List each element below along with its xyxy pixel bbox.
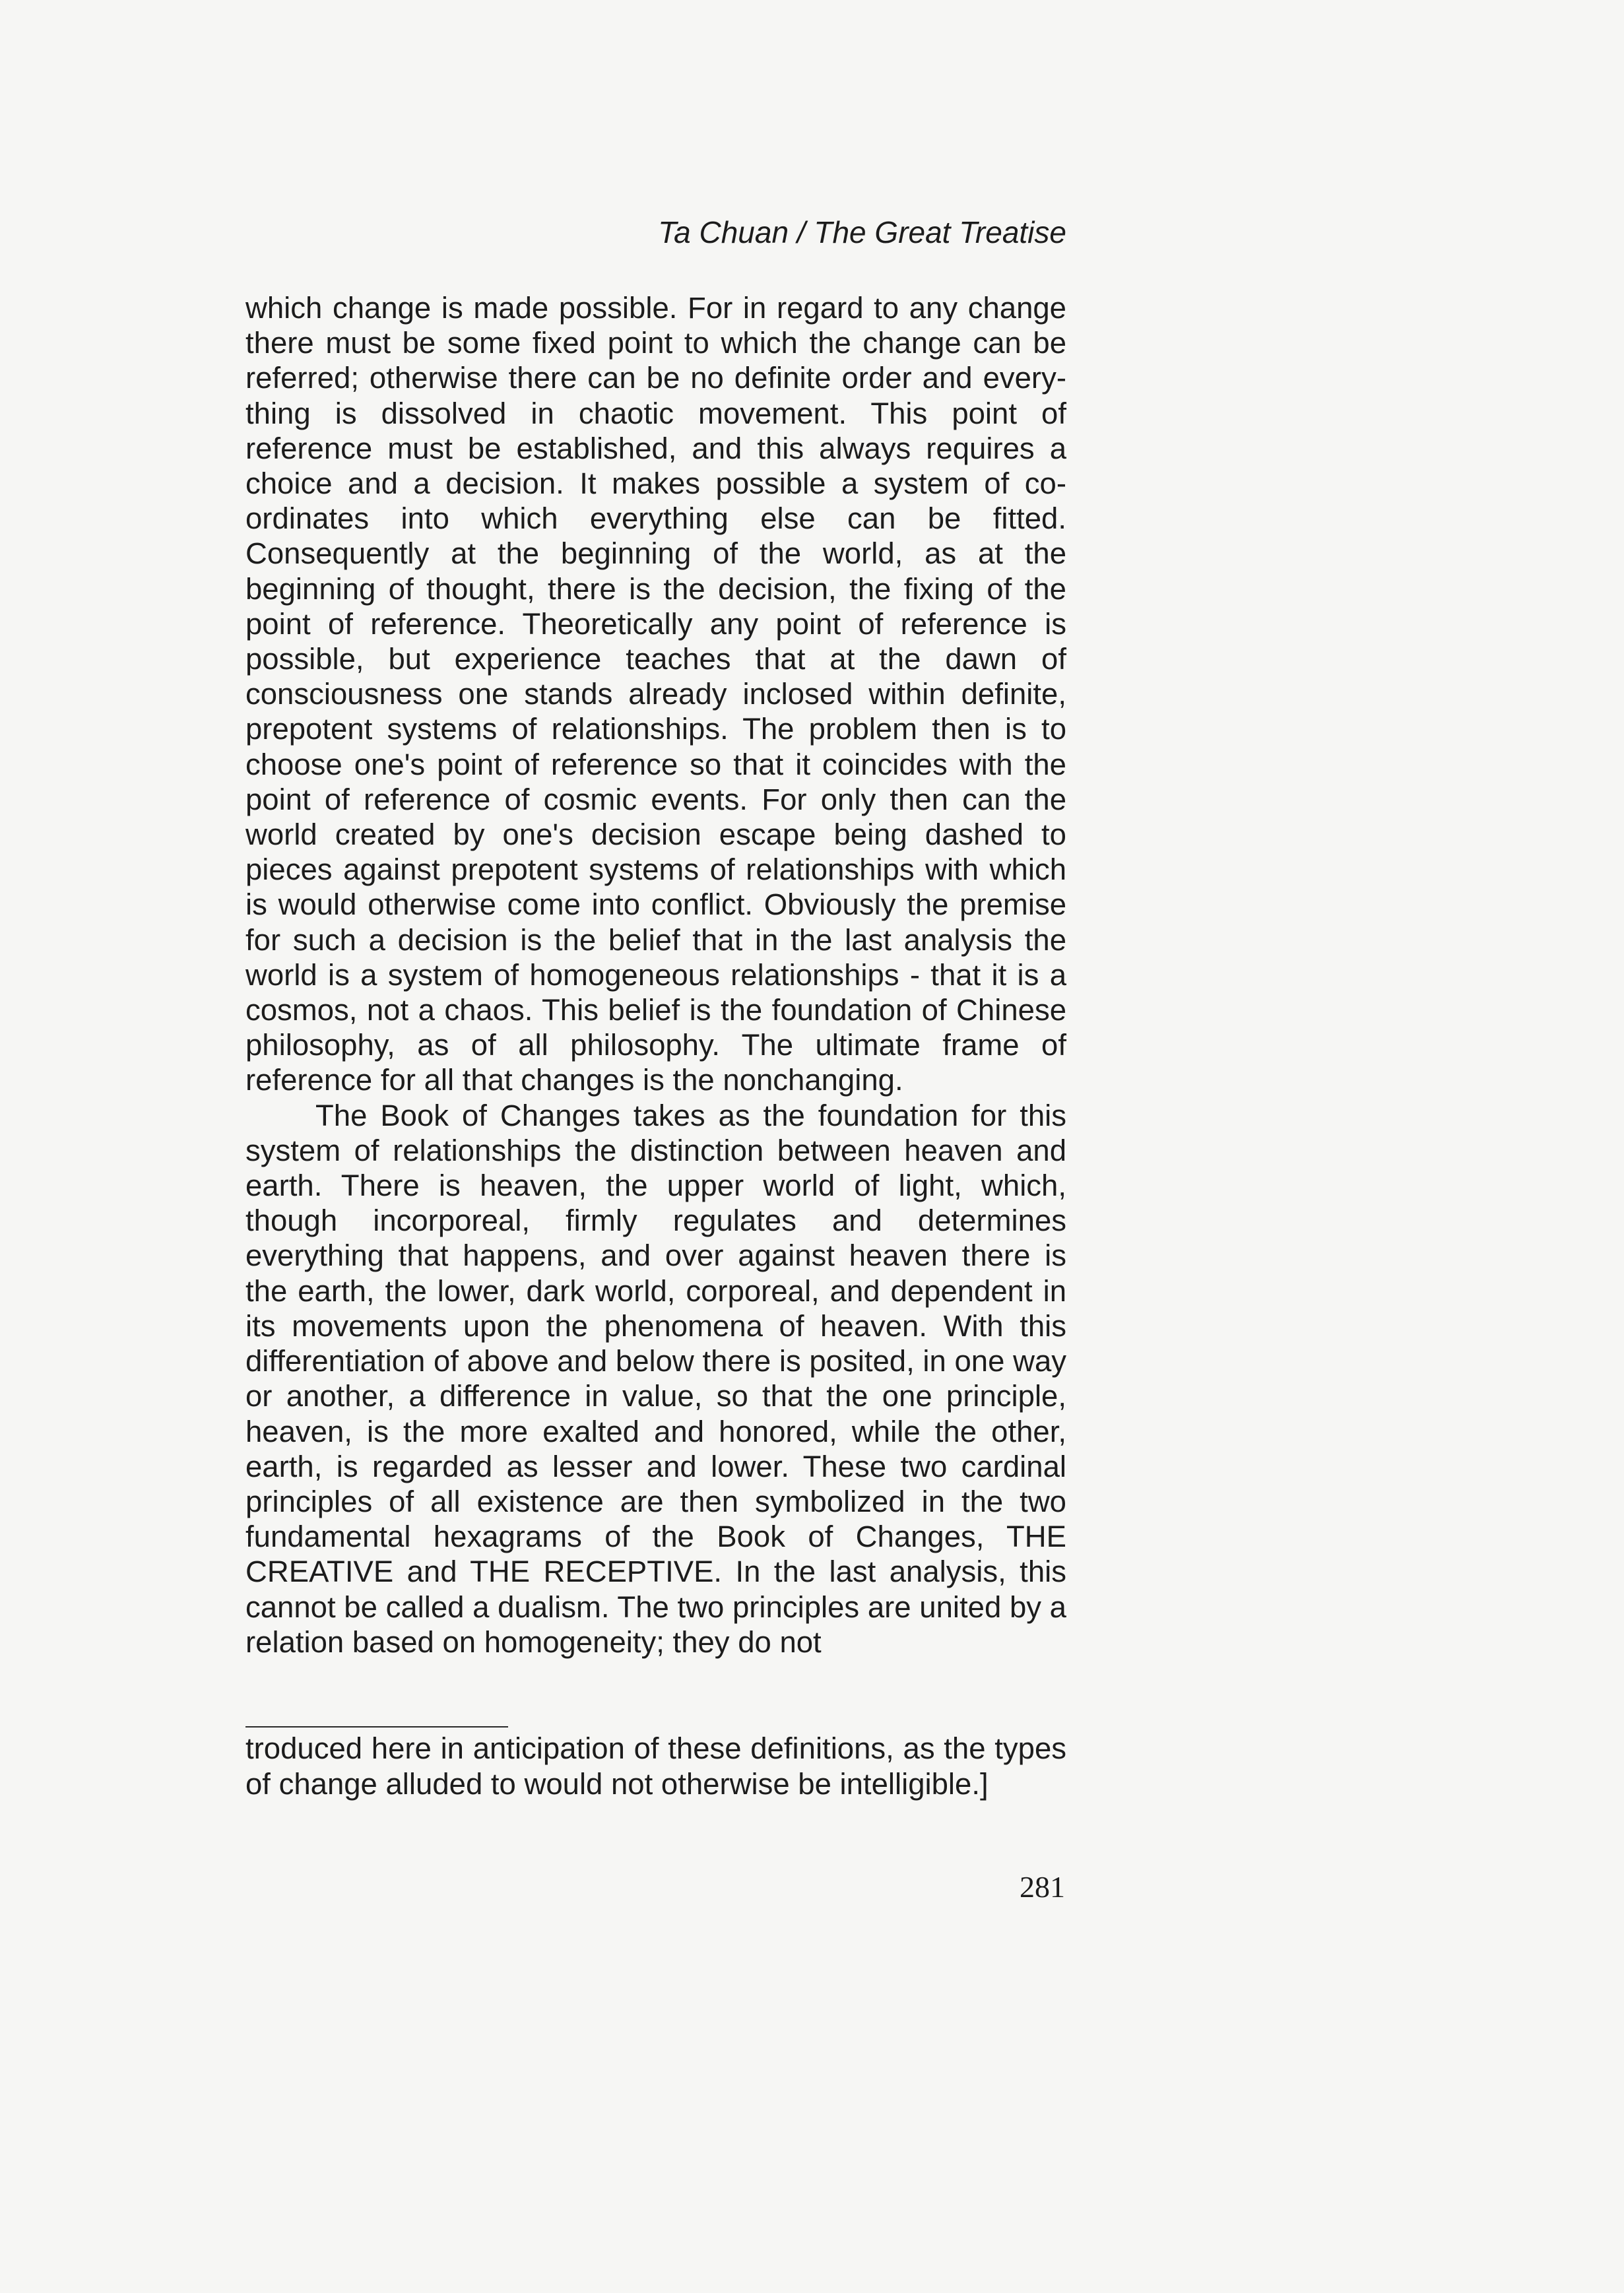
running-head: Ta Chuan / The Great Treatise	[658, 215, 1066, 249]
paragraph: The Book of Changes takes as the foundation for this system of relationships the distinction between heaven and earth. There is heaven, the upper world of light, which, though incorporeal, firmly regulates and determines everything that happens, and over against heaven there is the earth, the lower, dark world, corporeal, and dependent in its movements upon the phenomena of heaven. With this differentiation of above and below there is posited, in one way or another, a difference in value, so that the one principle, heaven, is the more exalted and honored, while the other, earth, is regarded as lesser and lower. These two cardinal principles of all existence are then symbolized in the two fundamental hexagrams of the Book of Changes, THE CREATIVE and THE RECEPTIVE. In the last analysis, this cannot be called a dualism. The two principles are united by a relation based on homogeneity; they do not	[245, 1098, 1066, 1659]
main-text	[245, 290, 1066, 1660]
page-number: 281	[1020, 1870, 1065, 1904]
footnote-divider	[245, 1726, 508, 1728]
footnote: troduced here in anticipation of these definitions, as the types of change alluded to would not otherwise be intelligible.]	[245, 1731, 1066, 1801]
paragraph: which change is made possible. For in regard to any change there must be some fixed point to which the change can be referred; otherwise there can be no definite order and everything is dissolved in chaotic movement. This point of reference must be established, and this always requires a choice and a decision. It makes possible a system of coordinates into which everything else can be fitted. Consequently at the beginning of the world, as at the beginning of thought, there is the decision, the fixing of the point of reference. Theoretically any point of reference is possible, but experience teaches that at the dawn of consciousness one stands already inclosed within definite, prepotent systems of relationships. The problem then is to choose one's point of reference so that it coincides with the point of reference of cosmic events. For only then can the world created by one's decision escape being dashed to pieces against prepotent systems of relationships with which is would otherwise come into conflict. Obviously the premise for such a decision is the belief that in the last analysis the world is a system of homogeneous relationships - that it is a cosmos, not a chaos. This belief is the foundation of Chinese philosophy, as of all philosophy. The ultimate frame of reference for all that changes is the nonchanging.	[245, 291, 1066, 1097]
